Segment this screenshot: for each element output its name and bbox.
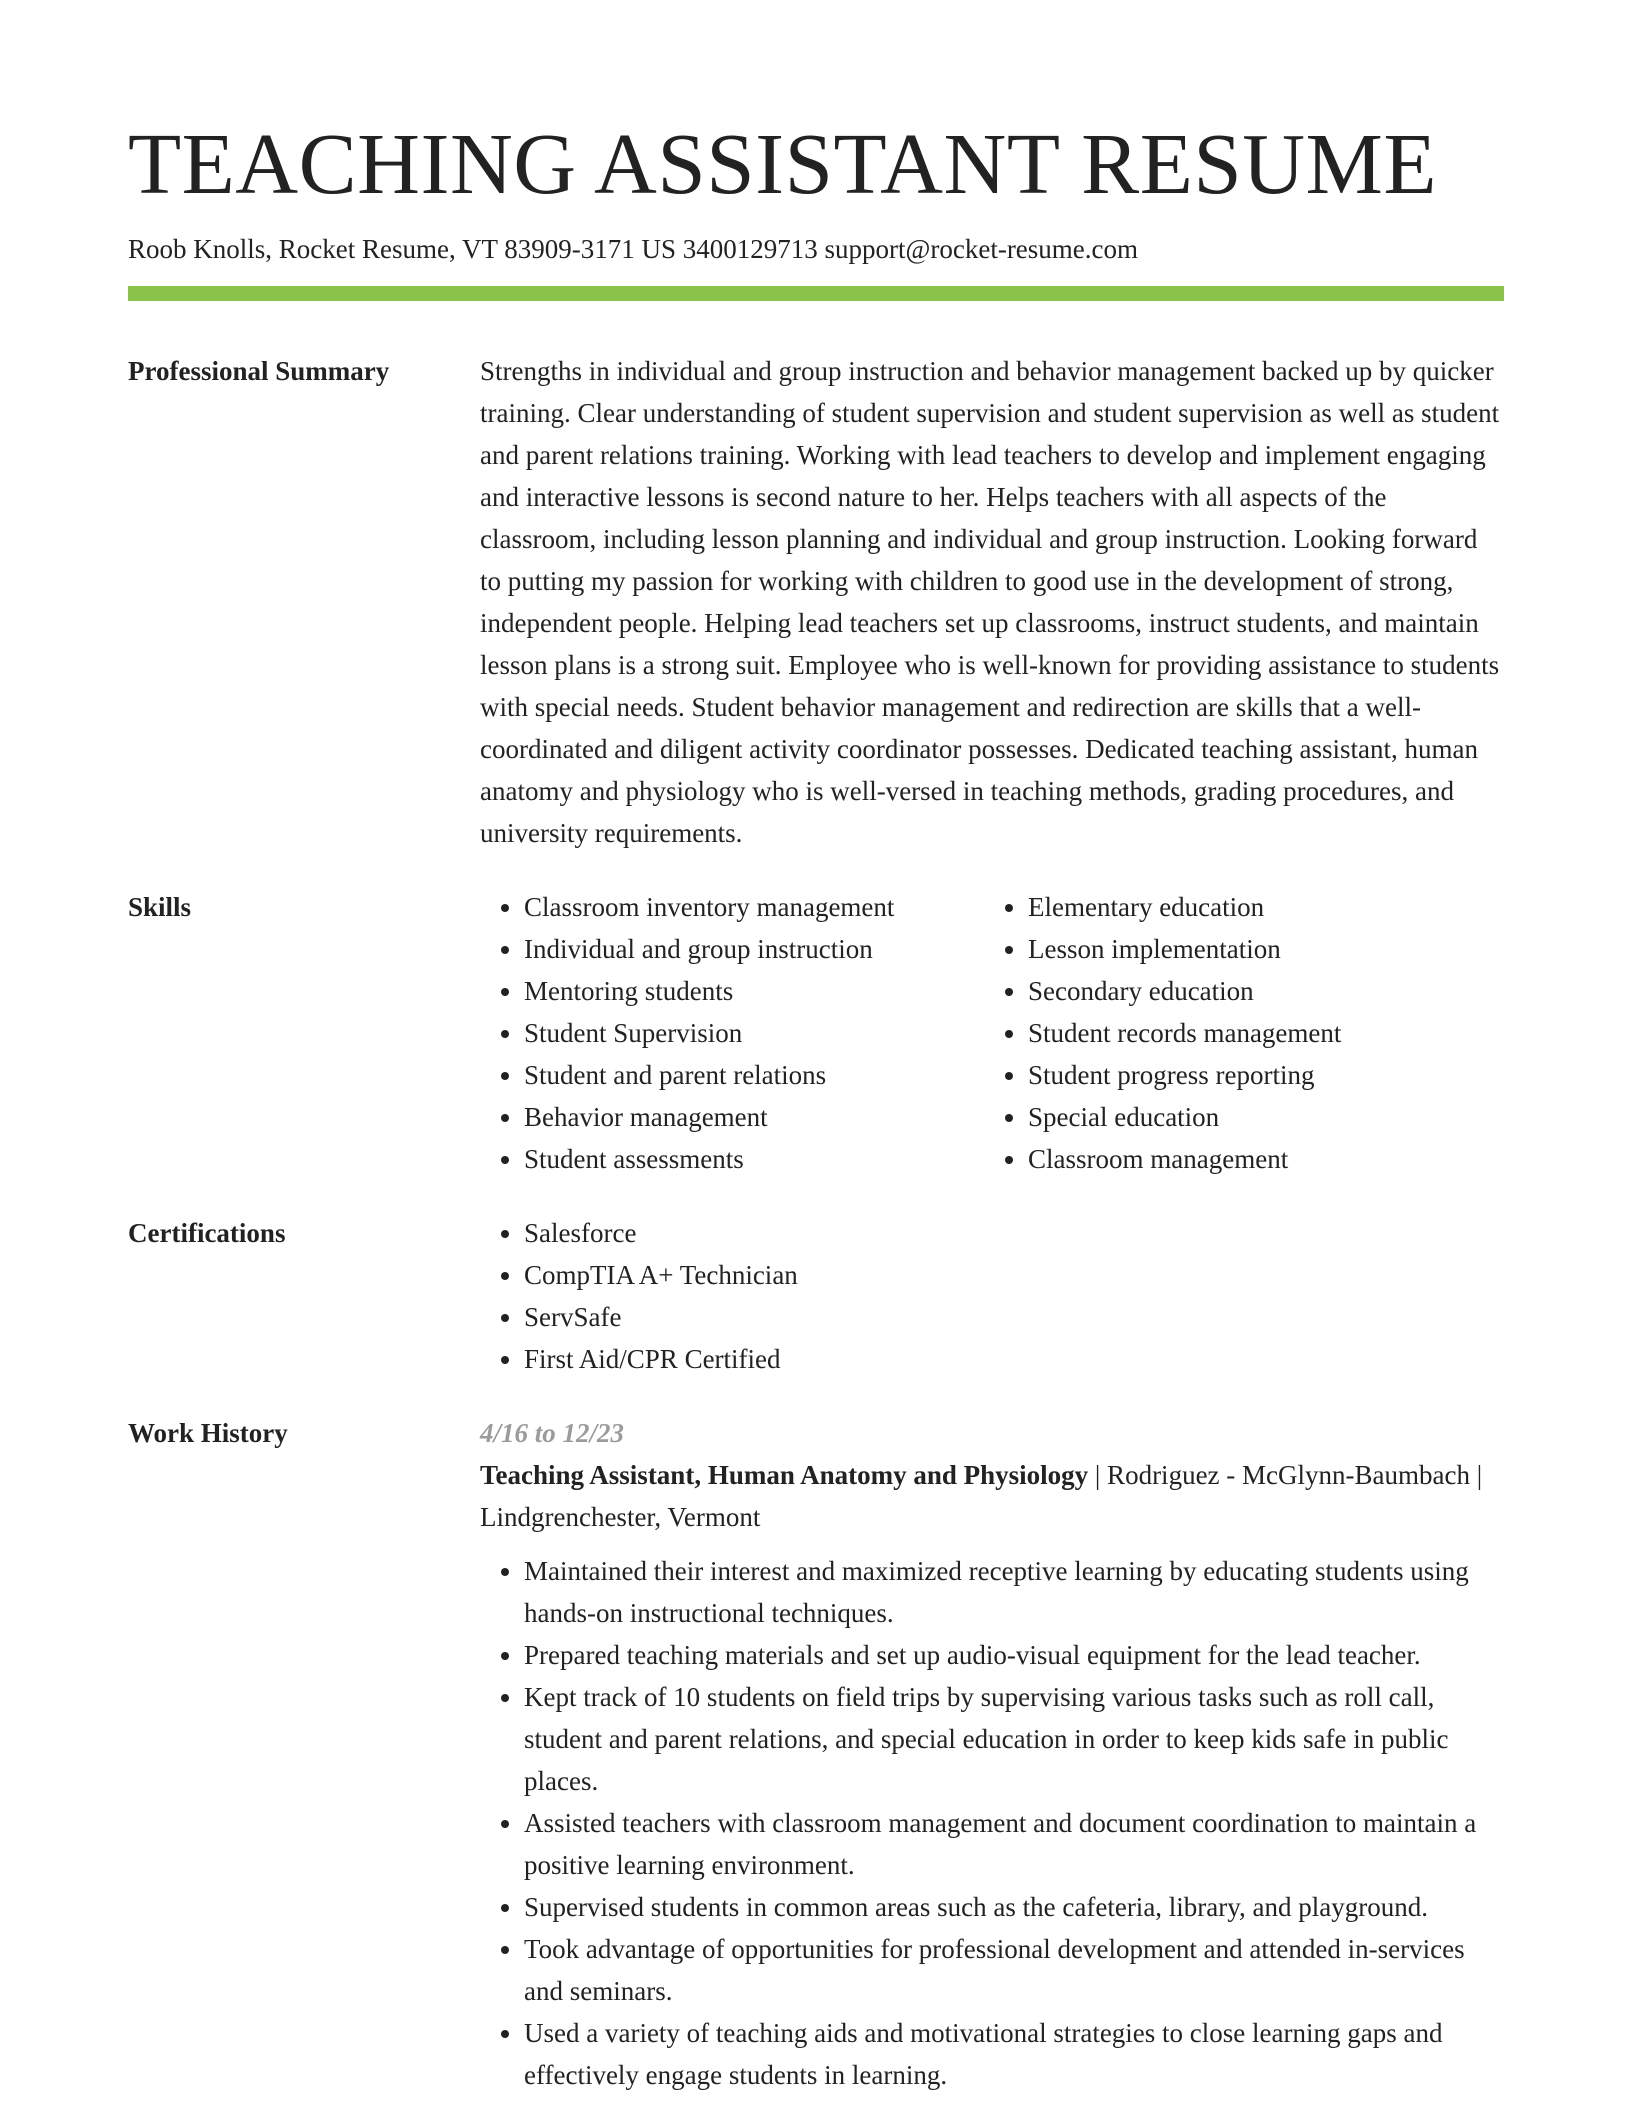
header-divider — [128, 286, 1504, 301]
job-bullet: • Used a variety of teaching aids and motivational strategies to close learning gaps and effectively engage students in learning. — [524, 2012, 1504, 2096]
job-bullets — [480, 1550, 1504, 2096]
certification-item: • Salesforce — [524, 1212, 1504, 1254]
job-bullet: • Kept track of 10 students on field trips by supervising various tasks such as roll call, student and parent relations, and special education in order to keep kids safe in public places. — [524, 1676, 1504, 1802]
certification-item: • ServSafe — [524, 1296, 1504, 1338]
summary-text: Strengths in individual and group instruction and behavior management backed up by quicker training. Clear understanding of student supervision and student supervision as well as student and parent relations training. Working with lead teachers to develop and implement engaging and interactive lessons is second nature to her. Helps teachers with all aspects of the classroom, including lesson planning and individual and group instruction. Looking forward to putting my passion for working with children to good use in the development of strong, independent people. Helping lead teachers set up classrooms, instruct students, and maintain lesson plans is a strong suit. Employee who is well-known for providing assistance to students with special needs. Student behavior management and redirection are skills that a well-coordinated and diligent activity coordinator possesses. Dedicated teaching assistant, human anatomy and physiology who is well-versed in teaching methods, grading procedures, and university requirements. — [480, 356, 1500, 848]
section-label-skills: Skills — [128, 892, 192, 922]
skill-item: • Secondary education — [1028, 970, 1488, 1012]
skill-item: • Classroom management — [1028, 1138, 1488, 1180]
skill-item: • Special education — [1028, 1096, 1488, 1138]
resume-sections — [128, 350, 1504, 2128]
section-work-history — [128, 1412, 1504, 2096]
skill-item: • Student assessments — [524, 1138, 984, 1180]
skill-item: • Classroom inventory management — [524, 886, 984, 928]
skill-item: • Student Supervision — [524, 1012, 984, 1054]
job-bullet: • Supervised students in common areas such as the cafeteria, library, and playground. — [524, 1886, 1504, 1928]
certifications-body — [480, 1212, 1504, 1380]
job-employer-location: | Rodriguez - McGlynn-Baumbach | Lindgrenchester, Vermont — [480, 1460, 1483, 1532]
section-skills — [128, 886, 1504, 1180]
skill-item: • Individual and group instruction — [524, 928, 984, 970]
job-bullet: • Prepared teaching materials and set up audio-visual equipment for the lead teacher. — [524, 1634, 1504, 1676]
skills-column-1 — [480, 886, 984, 1180]
skill-item: • Lesson implementation — [1028, 928, 1488, 970]
job-bullet: • Maintained their interest and maximized receptive learning by educating students using hands-on instructional techniques. — [524, 1550, 1504, 1634]
resume-title: TEACHING ASSISTANT RESUME — [128, 115, 1438, 212]
job-title: Teaching Assistant, Human Anatomy and Physiology — [480, 1460, 1089, 1490]
certifications-list — [480, 1212, 1504, 1380]
skill-item: • Student records management — [1028, 1012, 1488, 1054]
job-title-line — [480, 1454, 1504, 1538]
skill-item: • Student and parent relations — [524, 1054, 984, 1096]
summary-body — [480, 350, 1504, 854]
section-professional-summary — [128, 350, 1504, 854]
skill-item: • Mentoring students — [524, 970, 984, 1012]
section-label-certifications: Certifications — [128, 1218, 286, 1248]
section-certifications — [128, 1212, 1504, 1380]
skill-item: • Behavior management — [524, 1096, 984, 1138]
certification-item: • First Aid/CPR Certified — [524, 1338, 1504, 1380]
work-history-body — [480, 1412, 1504, 2096]
skills-body — [480, 886, 1504, 1180]
skills-column-2 — [984, 886, 1488, 1180]
certification-item: • CompTIA A+ Technician — [524, 1254, 1504, 1296]
section-label-work-history: Work History — [128, 1418, 288, 1448]
job-dates: 4/16 to 12/23 — [480, 1418, 625, 1448]
job-bullet: • Assisted teachers with classroom management and document coordination to maintain a positive learning environment. — [524, 1802, 1504, 1886]
section-label-summary: Professional Summary — [128, 356, 390, 386]
skill-item: • Elementary education — [1028, 886, 1488, 928]
skill-item: • Student progress reporting — [1028, 1054, 1488, 1096]
contact-line: Roob Knolls, Rocket Resume, VT 83909-3171 US 3400129713 support@rocket-resume.com — [128, 234, 1139, 264]
job-bullet: • Took advantage of opportunities for professional development and attended in-services and seminars. — [524, 1928, 1504, 2012]
